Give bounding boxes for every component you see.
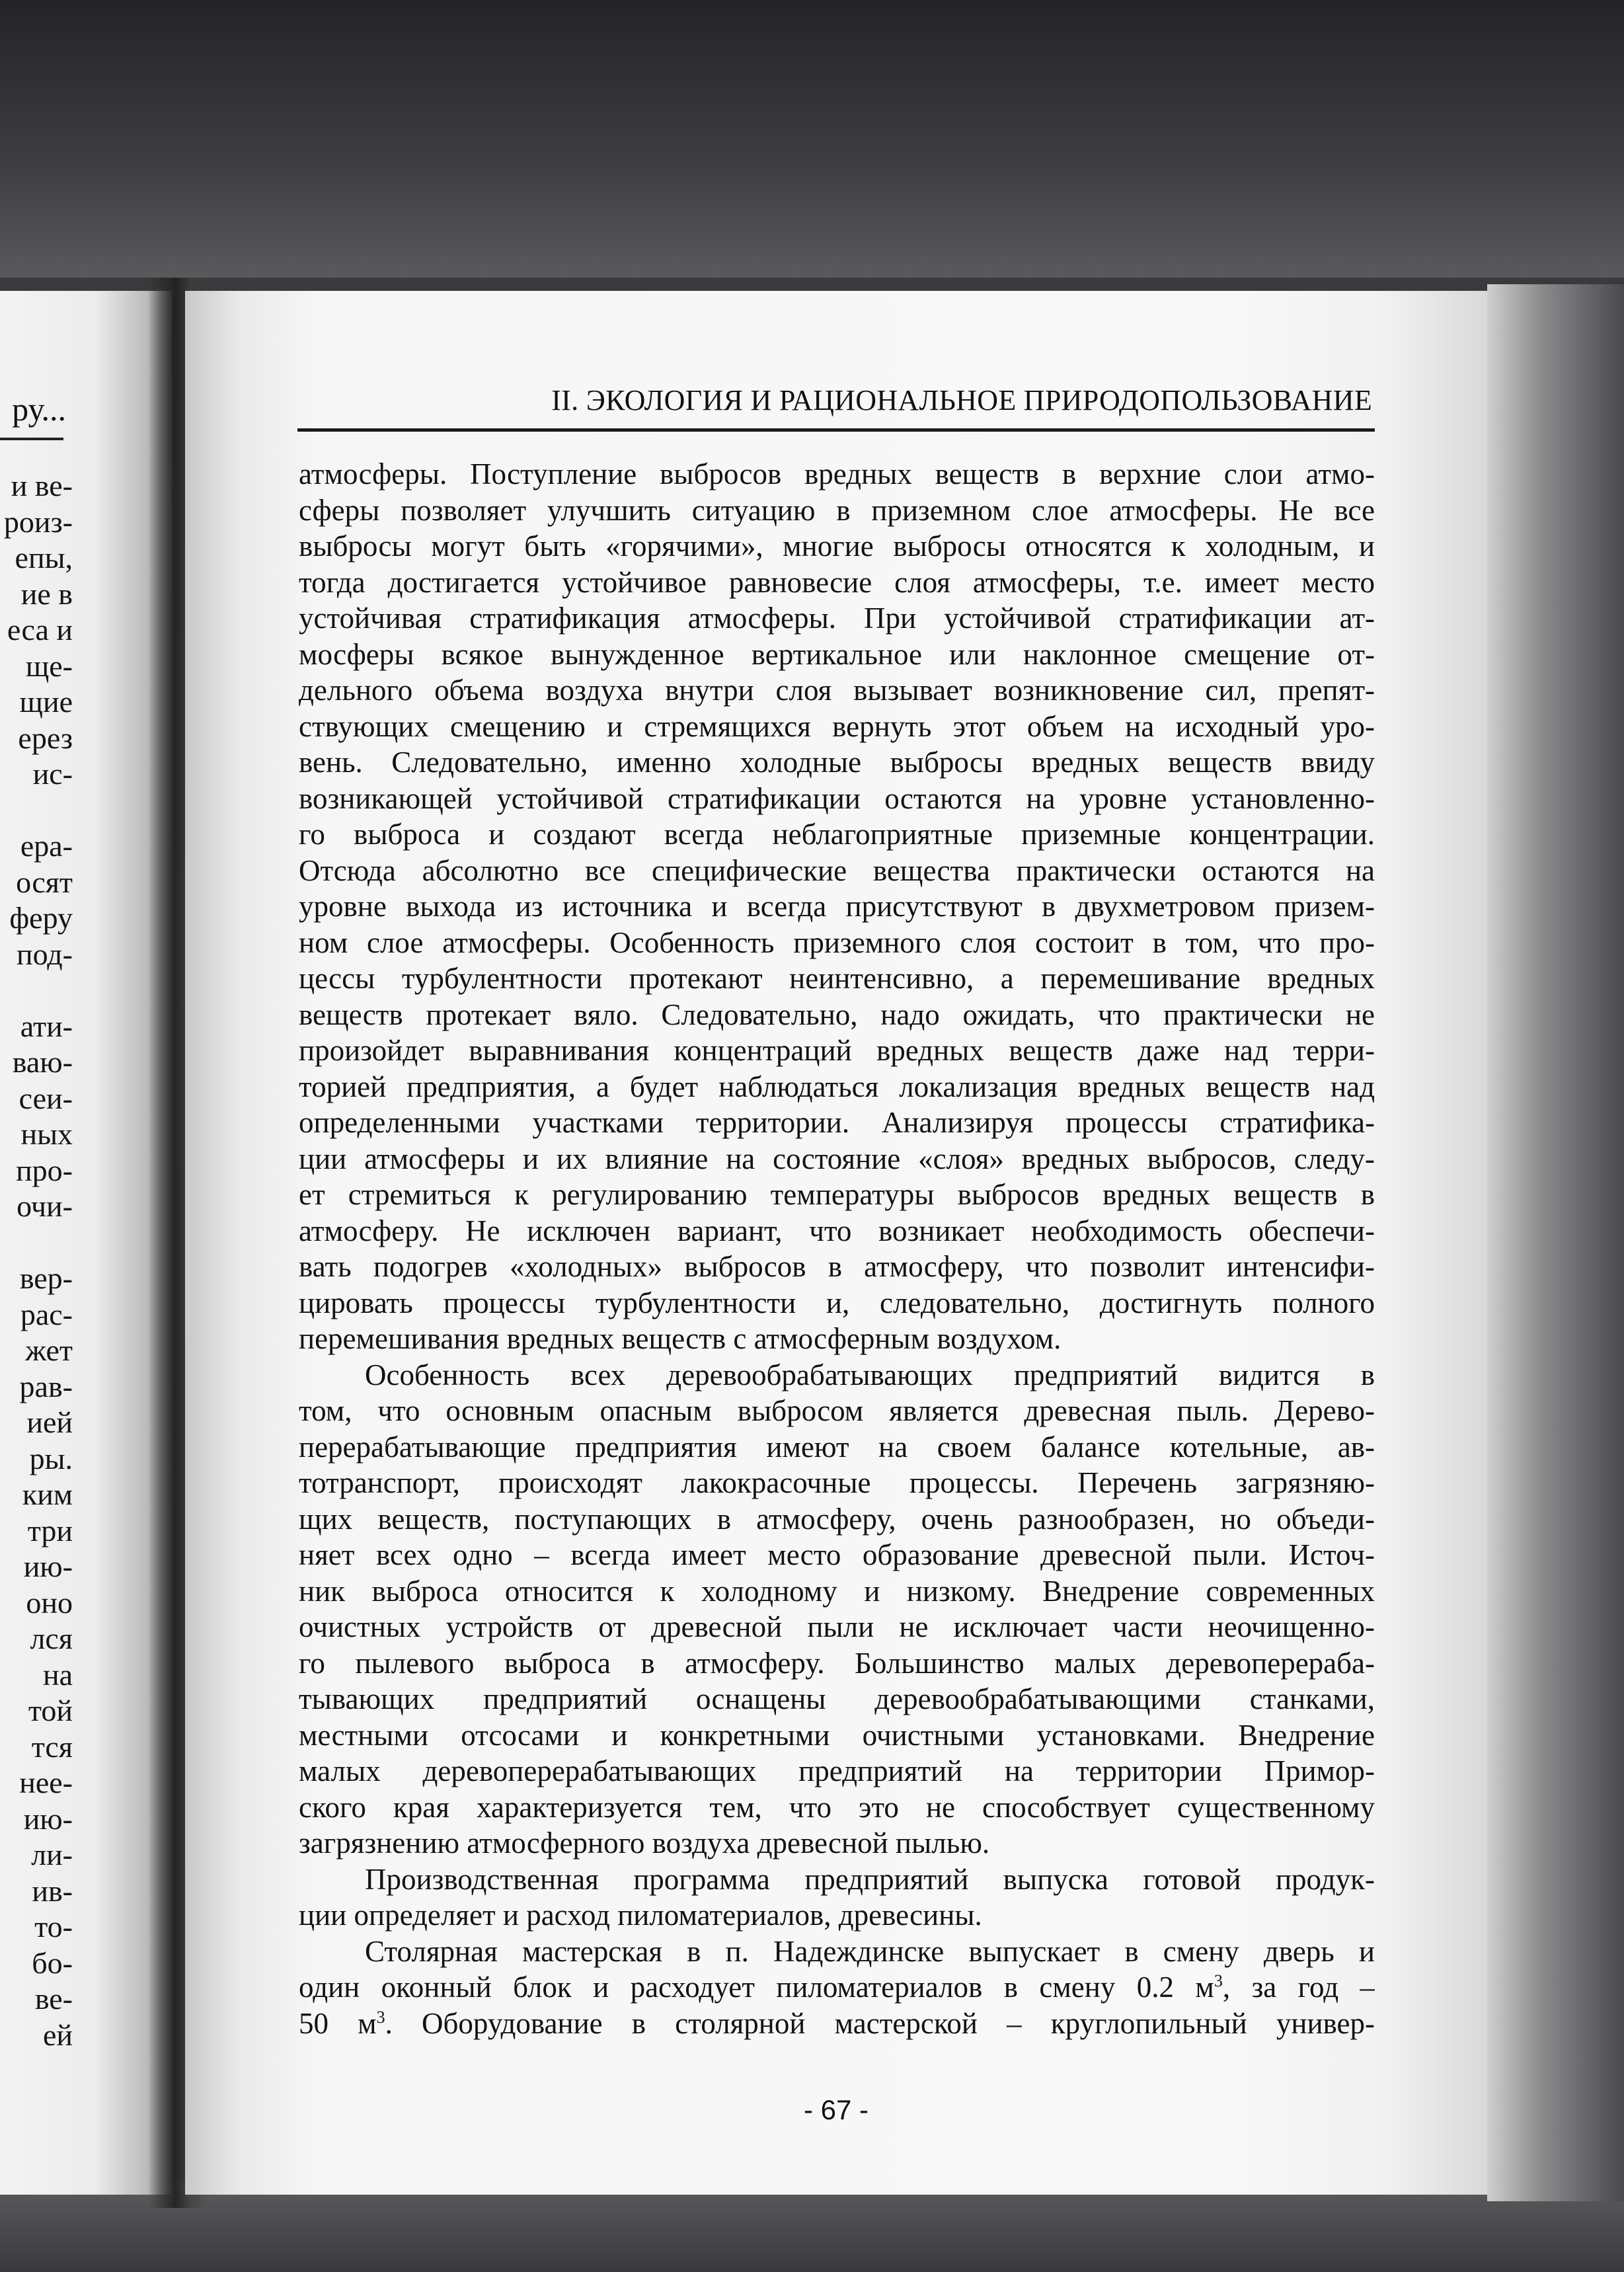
left-page-line: рав- bbox=[19, 1369, 73, 1403]
left-page-line: на bbox=[42, 1657, 73, 1692]
text-line: перерабатывающие предприятия имеют на своем балансе котельные, ав- bbox=[299, 1430, 1375, 1464]
left-page-line: ис- bbox=[32, 757, 73, 791]
text-line: загрязнению атмосферного воздуха древесной пылью. bbox=[299, 1826, 990, 1860]
left-page-line: рас- bbox=[20, 1297, 73, 1331]
left-page-line bbox=[0, 1225, 73, 1261]
text-line: Особенность всех деревообрабатывающих предприятий видится в bbox=[365, 1358, 1375, 1391]
text-line: произойдет выравнивания концентраций вредных веществ даже над терри- bbox=[299, 1034, 1375, 1067]
text-line: го пылевого выброса в атмосферу. Большинство малых деревоперераба- bbox=[299, 1646, 1375, 1680]
text-line: тотранспорт, происходят лакокрасочные процессы. Перечень загрязняю- bbox=[299, 1466, 1375, 1499]
left-page-line: ию- bbox=[23, 1549, 73, 1583]
text-line: выбросы могут быть «горячими», многие выбросы относятся к холодным, и bbox=[299, 529, 1375, 563]
text-line: вать подогрев «холодных» выбросов в атмосферу, что позволит интенсифи- bbox=[299, 1250, 1375, 1283]
left-page-line: под- bbox=[16, 937, 73, 971]
left-page-line: тся bbox=[31, 1729, 73, 1764]
text-line: го выброса и создают всегда неблагоприятные приземные концентрации. bbox=[299, 818, 1375, 851]
text-line: ник выброса относится к холодному и низкому. Внедрение современных bbox=[299, 1574, 1375, 1608]
text-line: очистных устройств от древесной пыли не исключает части неочищенно- bbox=[299, 1610, 1375, 1643]
text-line: дельного объема воздуха внутри слоя вызывает возникновение сил, препят- bbox=[299, 674, 1375, 707]
page-body-text bbox=[299, 456, 1375, 2041]
left-page-line: ив- bbox=[32, 1873, 73, 1908]
left-page-line: про- bbox=[16, 1153, 73, 1187]
left-page-line: ве- bbox=[34, 1982, 73, 2016]
superscript-exponent: 3 bbox=[1214, 1971, 1223, 1990]
left-page-line: лся bbox=[30, 1622, 73, 1655]
scan-background-top bbox=[0, 0, 1624, 278]
left-page-text bbox=[0, 468, 73, 2053]
text-line: ном слое атмосферы. Особенность приземного слоя состоит в том, что про- bbox=[299, 925, 1375, 959]
text-line: ствующих смещению и стремящихся вернуть этот объем на исходный уро- bbox=[299, 709, 1375, 743]
left-page-line: ваю- bbox=[12, 1045, 73, 1079]
text-line: 50 $м^3$. Оборудование в столярной мастерской – круглопильный универ- bbox=[299, 2006, 1375, 2040]
left-page-line: оно bbox=[26, 1585, 73, 1620]
page-edge-shadow bbox=[1487, 284, 1624, 2201]
text-line: местными отсосами и конкретными очистными установками. Внедрение bbox=[299, 1718, 1375, 1752]
left-page-line: ера- bbox=[20, 829, 73, 863]
left-page-line: ных bbox=[20, 1117, 73, 1151]
left-page-line: сеи- bbox=[19, 1081, 73, 1115]
left-page-line: то- bbox=[34, 1910, 73, 1943]
left-page-line: той bbox=[28, 1694, 73, 1727]
left-page-line: и ве- bbox=[11, 469, 73, 502]
left-page-line: епы, bbox=[15, 541, 73, 574]
text-line: малых деревоперерабатывающих предприятий на территории Примор- bbox=[299, 1754, 1375, 1787]
text-line: ции атмосферы и их влияние на состояние «слоя» вредных выбросов, следу- bbox=[299, 1142, 1375, 1175]
text-line: тывающих предприятий оснащены деревообрабатывающими станками, bbox=[299, 1682, 1375, 1715]
left-page-line bbox=[0, 972, 73, 1009]
text-line: сферы позволяет улучшить ситуацию в приземном слое атмосферы. Не все bbox=[299, 493, 1375, 527]
text-line: уровне выхода из источника и всегда присутствуют в двухметровом призем- bbox=[299, 890, 1375, 923]
text-line: вень. Следовательно, именно холодные выбросы вредных веществ ввиду bbox=[299, 746, 1375, 779]
text-line: Производственная программа предприятий выпуска готовой продук- bbox=[365, 1862, 1375, 1896]
left-page-line: вер- bbox=[19, 1261, 73, 1295]
text-line: торией предприятия, а будет наблюдаться локализация вредных веществ над bbox=[299, 1070, 1375, 1103]
left-page-line: ией bbox=[26, 1405, 73, 1439]
scan-background-bottom bbox=[0, 2181, 1624, 2272]
left-page-fragment bbox=[0, 291, 172, 2195]
left-page-line bbox=[0, 793, 73, 829]
paragraph bbox=[299, 1934, 1375, 2042]
text-line: няет всех одно – всегда имеет место образование древесной пыли. Источ- bbox=[299, 1538, 1375, 1571]
left-page-line: ей bbox=[42, 2017, 73, 2052]
paragraph bbox=[299, 1357, 1375, 1861]
header-rule bbox=[297, 428, 1375, 432]
running-header: II. ЭКОЛОГИЯ И РАЦИОНАЛЬНОЕ ПРИРОДОПОЛЬЗОВАНИЕ bbox=[551, 384, 1372, 416]
text-line: устойчивая стратификация атмосферы. При устойчивой стратификации ат- bbox=[299, 602, 1375, 635]
left-page-line: три bbox=[27, 1513, 73, 1547]
text-line: мосферы всякое вынужденное вертикальное или наклонное смещение от- bbox=[299, 637, 1375, 671]
text-line: Отсюда абсолютно все специфические вещества практически остаются на bbox=[299, 853, 1375, 887]
text-line: атмосферы. Поступление выбросов вредных веществ в верхние слои атмо- bbox=[299, 457, 1375, 490]
left-page-line: ли- bbox=[31, 1838, 73, 1871]
text-line: перемешивания вредных веществ с атмосферным воздухом. bbox=[299, 1322, 1062, 1355]
text-line: цессы турбулентности протекают неинтенсивно, а перемешивание вредных bbox=[299, 962, 1375, 995]
left-page-line: еса и bbox=[7, 613, 73, 646]
left-page-header: ру... bbox=[12, 391, 66, 428]
left-header-rule bbox=[0, 438, 63, 440]
left-page-line: очи- bbox=[17, 1189, 73, 1223]
page-number: - 67 - bbox=[803, 2094, 869, 2125]
text-line: возникающей устойчивой стратификации остаются на уровне установленно- bbox=[299, 781, 1375, 815]
text-line: цировать процессы турбулентности и, следовательно, достигнуть полного bbox=[299, 1286, 1375, 1319]
left-page-line: ще- bbox=[25, 648, 73, 683]
left-page-line: нее- bbox=[19, 1766, 73, 1799]
text-line: веществ протекает вяло. Следовательно, надо ожидать, что практически не bbox=[299, 998, 1375, 1031]
text-line: щих веществ, поступающих в атмосферу, очень разнообразен, но объеди- bbox=[299, 1502, 1375, 1536]
left-page-line: бо- bbox=[32, 1945, 73, 1980]
text-line: тогда достигается устойчивое равновесие слоя атмосферы, т.е. имеет место bbox=[299, 565, 1375, 599]
left-page-line: ию- bbox=[23, 1801, 73, 1836]
text-line: том, что основным опасным выбросом является древесная пыль. Дерево- bbox=[299, 1394, 1375, 1427]
left-page-line: ерез bbox=[18, 721, 73, 755]
left-page-line: осят bbox=[16, 865, 73, 899]
text-line: ции определяет и расход пиломатериалов, древесины. bbox=[299, 1899, 982, 1932]
book-page bbox=[185, 291, 1487, 2195]
left-page-line: феру bbox=[9, 901, 73, 935]
superscript-exponent: 3 bbox=[376, 2007, 385, 2027]
left-page-line: ким bbox=[22, 1477, 73, 1511]
left-page-line: жет bbox=[25, 1333, 73, 1367]
left-page-line: ры. bbox=[29, 1441, 73, 1475]
left-page-line: роиз- bbox=[3, 504, 73, 539]
text-line: определенными участками территории. Анализируя процессы стратифика- bbox=[299, 1106, 1375, 1139]
text-line: ского края характеризуется тем, что это не способствует существенному bbox=[299, 1790, 1375, 1824]
left-page-line: ие в bbox=[20, 576, 73, 611]
text-line: один оконный блок и расходует пиломатериалов в смену 0.2 $м^3$, за год – bbox=[299, 1971, 1375, 2004]
paragraph bbox=[299, 456, 1375, 1357]
left-page-line: щие bbox=[19, 685, 73, 719]
left-page-line: ати- bbox=[20, 1009, 73, 1043]
text-line: Столярная мастерская в п. Надеждинске выпускает в смену дверь и bbox=[365, 1934, 1375, 1968]
paragraph bbox=[299, 1861, 1375, 1934]
text-line: атмосферу. Не исключен вариант, что возникает необходимость обеспечи- bbox=[299, 1214, 1375, 1247]
text-line: ет стремиться к регулированию температуры выбросов вредных веществ в bbox=[299, 1178, 1375, 1211]
